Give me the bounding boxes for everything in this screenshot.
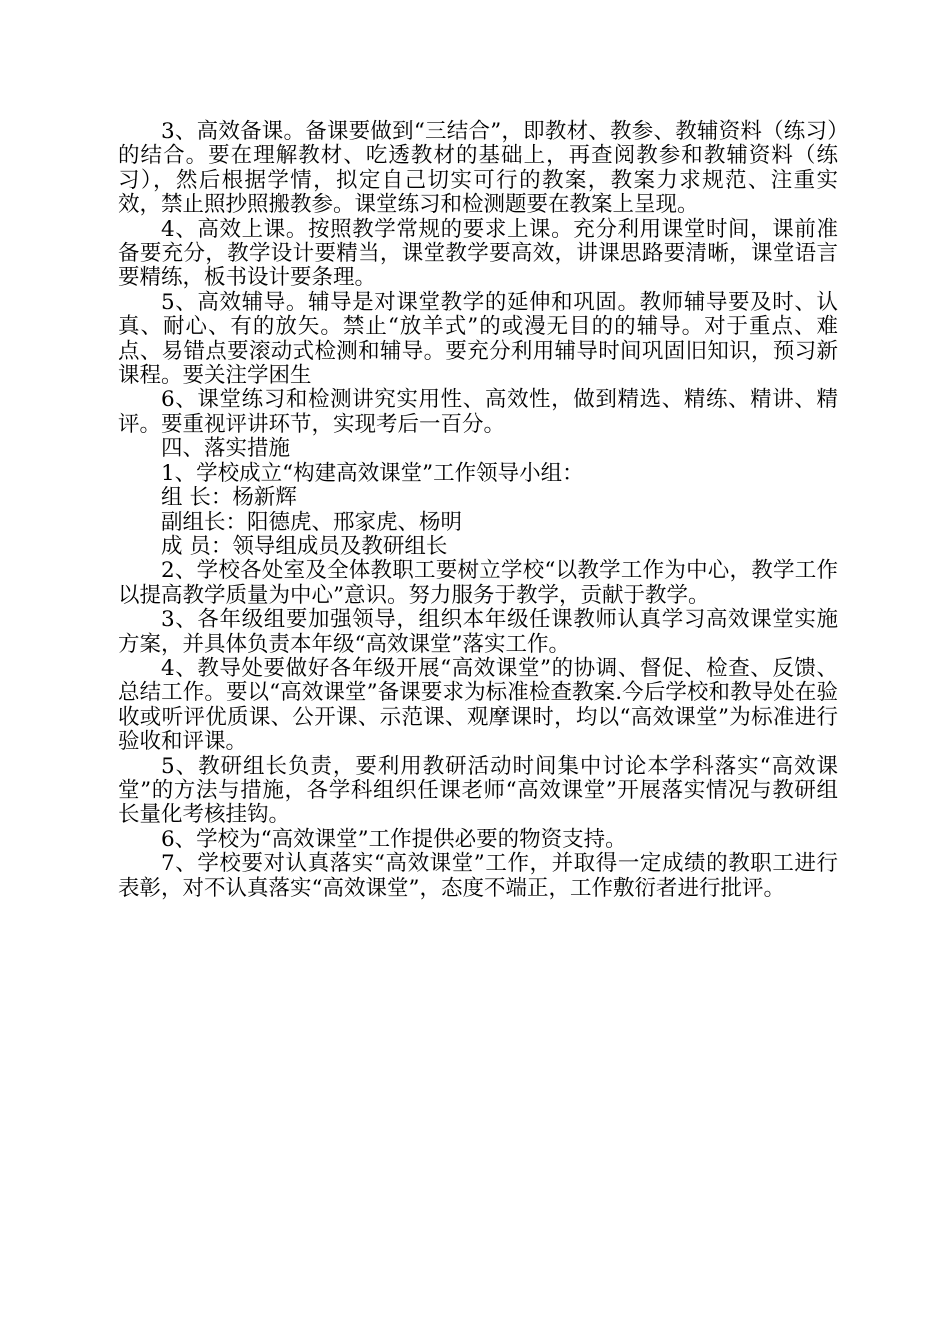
paragraph-high-efficiency-lesson-prep: 3、高效备课。备课要做到“三结合”，即教材、教参、教辅资料（练习）的结合。要在理解教材、吃透教材的基础上，再查阅教参和教辅资料（练习），然后根据学情，拟定自己切实可行的教案，教案力求规范、注重实效，禁止照抄照搬教参。课堂练习和检测题要在教案上呈现。 — [118, 119, 838, 218]
paragraph-practice-and-tests: 6、课堂练习和检测讲究实用性、高效性，做到精选、精练、精讲、精评。要重视评讲环节，实现考后一百分。 — [118, 387, 838, 437]
members-line: 成 员：领导组成员及教研组长 — [161, 533, 448, 559]
paragraph-high-efficiency-teaching: 4、高效上课。按照教学常规的要求上课。充分利用课堂时间，课前准备要充分，教学设计要精当，课堂教学要高效，讲课思路要清晰，课堂语言要精练，板书设计要条理。 — [118, 216, 838, 291]
group-leader-line: 组 长：杨新辉 — [161, 485, 297, 511]
paragraph-research-group-leaders: 5、教研组长负责，要利用教研活动时间集中讨论本学科落实“高效课堂”的方法与措施，各学科组织任课老师“高效课堂”开展落实情况与教研组长量化考核挂钩。 — [118, 753, 838, 828]
paragraph-leadership-group: 1、学校成立“构建高效课堂”工作领导小组： — [161, 460, 584, 486]
paragraph-material-support: 6、学校为“高效课堂”工作提供必要的物资支持。 — [161, 826, 627, 852]
paragraph-high-efficiency-tutoring: 5、高效辅导。辅导是对课堂教学的延伸和巩固。教师辅导要及时、认真、耐心、有的放矢。禁止“放羊式”的或漫无目的的辅导。对于重点、难点、易错点要滚动式检测和辅导。要充分利用辅导时间巩固旧知识，预习新课程。要关注学困生 — [118, 289, 838, 389]
paragraph-commendation: 7、学校要对认真落实“高效课堂”工作，并取得一定成绩的教职工进行表彰，对不认真落实“高效课堂”，态度不端正，工作敷衍者进行批评。 — [118, 851, 838, 901]
paragraph-teaching-centered: 2、学校各处室及全体教职工要树立学校“以教学工作为中心，教学工作以提高教学质量为中心”意识。努力服务于教学，贡献于教学。 — [118, 558, 838, 608]
deputy-leader-line: 副组长：阳德虎、邢家虎、杨明 — [161, 509, 463, 535]
document-body — [118, 120, 838, 901]
section-heading-implementation: 四、落实措施 — [161, 436, 291, 462]
paragraph-teaching-office: 4、教导处要做好各年级开展“高效课堂”的协调、督促、检查、反馈、总结工作。要以“高效课堂”备课要求为标准检查教案.今后学校和教导处在验收或听评优质课、公开课、示范课、观摩课时，均以“高效课堂”为标准进行验收和评课。 — [118, 655, 838, 755]
paragraph-grade-groups: 3、各年级组要加强领导，组织本年级任课教师认真学习高效课堂实施方案，并具体负责本年级“高效课堂”落实工作。 — [118, 607, 838, 657]
